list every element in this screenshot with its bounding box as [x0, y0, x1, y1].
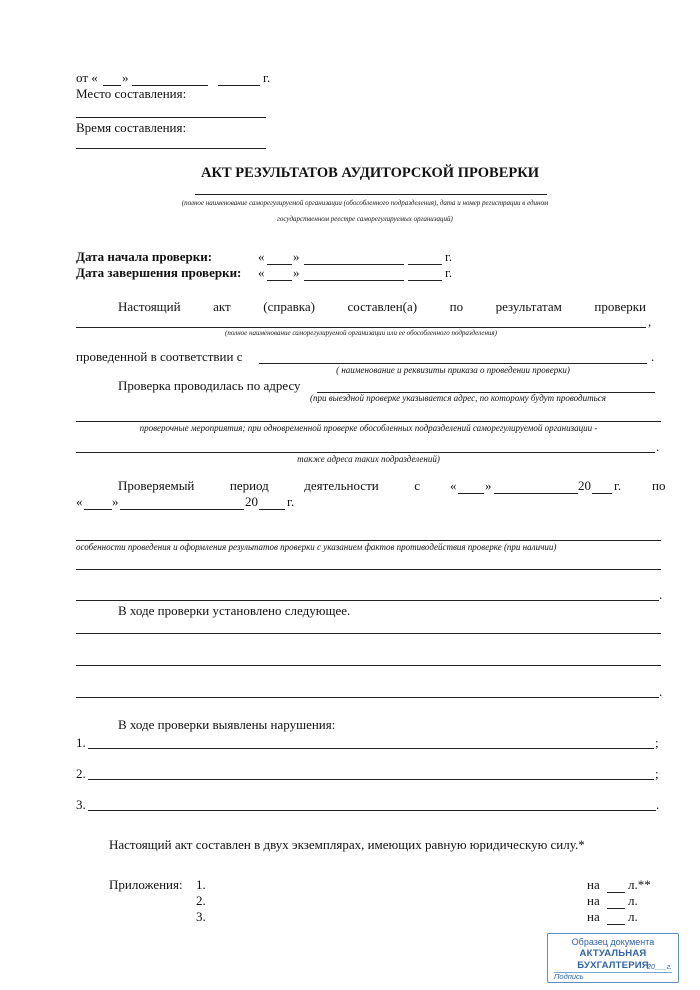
order-field[interactable] [259, 363, 647, 364]
intro-word: результатам [495, 299, 562, 314]
period-word: Проверяемый [118, 478, 195, 493]
period-po: по [652, 478, 666, 493]
violation-number: 2. [76, 766, 86, 781]
order-period: . [651, 349, 655, 364]
period-word: период [229, 478, 269, 493]
end-lquote: « [258, 265, 265, 280]
address-hint-3: также адреса таких подразделений) [297, 454, 440, 464]
period-word: деятельности [304, 478, 379, 493]
stamp-date-field: 20___г. [554, 964, 672, 973]
start-year-suffix: г. [445, 249, 453, 264]
end-rquote: » [293, 265, 300, 280]
features-field-2[interactable] [76, 569, 661, 570]
attachment-na: на [587, 909, 600, 924]
intro-word: (справка) [263, 299, 315, 314]
org-name-field[interactable] [195, 194, 547, 195]
copies-text: Настоящий акт составлен в двух экземплярах, имеющих равную юридическую силу.* [109, 837, 585, 852]
period-century: 20 [578, 478, 591, 493]
start-date-label: Дата начала проверки: [76, 249, 213, 264]
start-year-field[interactable] [408, 249, 442, 265]
start-lquote: « [258, 249, 265, 264]
attachment-number: 1. [196, 877, 206, 892]
audited-org-hint: (полное наименование саморегулируемой организации или ее обособленного подразделения) [224, 329, 497, 337]
attachment-number: 3. [196, 909, 206, 924]
period-to-month-field[interactable] [120, 494, 244, 510]
features-field[interactable] [76, 540, 661, 541]
end-date-label: Дата завершения проверки: [76, 265, 242, 280]
violations-label: В ходе проверки выявлены нарушения: [118, 717, 336, 732]
conducted-label: проведенной в соответствии с [76, 349, 243, 364]
intro-comma: , [648, 314, 652, 329]
features-period: . [659, 587, 663, 602]
violation-field-2[interactable] [88, 779, 654, 780]
attachment-sheets-field-1[interactable] [607, 877, 625, 893]
address-field-2[interactable] [76, 421, 661, 422]
date-month-field[interactable] [132, 70, 208, 86]
attachment-sheets: л. [628, 909, 638, 924]
address-field-3[interactable] [76, 452, 655, 453]
features-field-3[interactable] [76, 600, 659, 601]
attachment-na: на [587, 877, 600, 892]
end-year-suffix: г. [445, 265, 453, 280]
findings-field-2[interactable] [76, 665, 661, 666]
period-to-lquote: « [76, 494, 83, 509]
period-from-month-field[interactable] [494, 478, 578, 494]
period-to-rquote: » [112, 494, 119, 509]
org-name-hint: (полное наименование саморегулируемой организации (обособленного подразделения), дата и номер регистрации в едином [181, 199, 549, 207]
findings-field[interactable] [76, 633, 661, 634]
stamp-title: Образец документа [571, 937, 655, 947]
violation-number: 3. [76, 797, 86, 812]
violation-end: ; [655, 735, 659, 750]
address-label: Проверка проводилась по адресу [118, 378, 301, 393]
date-year-field[interactable] [218, 70, 260, 86]
date-quote: » [122, 70, 129, 85]
time-field[interactable] [76, 148, 266, 149]
intro-word: составлен(а) [347, 299, 418, 314]
intro-word: акт [213, 299, 231, 314]
address-period: . [656, 439, 660, 454]
violation-end: ; [655, 766, 659, 781]
attachment-sheets: л. [628, 893, 638, 908]
stamp-sign-label: Подпись [554, 972, 584, 981]
intro-line [118, 299, 646, 314]
violation-field-3[interactable] [88, 810, 656, 811]
period-to-day-field[interactable] [84, 494, 112, 510]
attachment-number: 2. [196, 893, 206, 908]
findings-field-3[interactable] [76, 697, 659, 698]
address-hint: (при выездной проверке указывается адрес, по которому будут проводиться [310, 393, 606, 403]
period-line [118, 478, 420, 493]
end-month-field[interactable] [304, 265, 404, 281]
features-hint: особенности проведения и оформления результатов проверки с указанием фактов противодействия проверке (при наличии) [76, 542, 557, 552]
period-to-year-field[interactable] [259, 494, 285, 510]
period-from-year-field[interactable] [592, 478, 612, 494]
violation-number: 1. [76, 735, 86, 750]
attachment-sheets: л.** [628, 877, 651, 892]
page-title: АКТ РЕЗУЛЬТАТОВ АУДИТОРСКОЙ ПРОВЕРКИ [200, 165, 540, 181]
start-month-field[interactable] [304, 249, 404, 265]
org-name-hint-2: государственном реестре саморегулируемых организаций) [277, 215, 453, 223]
violation-end: . [656, 797, 660, 812]
findings-label: В ходе проверки установлено следующее. [118, 603, 351, 618]
period-rquote: » [485, 478, 492, 493]
date-year-suffix: г. [263, 70, 271, 85]
period-from-day-field[interactable] [458, 478, 484, 494]
end-day-field[interactable] [267, 265, 292, 281]
intro-word: Настоящий [118, 299, 181, 314]
order-hint: ( наименование и реквизиты приказа о проведении проверки) [336, 365, 570, 375]
attachments-label: Приложения: [109, 877, 183, 892]
period-to-century: 20 [245, 494, 258, 509]
violation-field-1[interactable] [88, 748, 654, 749]
time-label: Время составления: [76, 120, 187, 135]
period-year-suffix: г. [614, 478, 622, 493]
period-word: с [414, 478, 420, 493]
findings-period: . [659, 684, 663, 699]
start-day-field[interactable] [267, 249, 292, 265]
audited-org-field[interactable] [76, 327, 646, 328]
attachment-sheets-field-3[interactable] [607, 909, 625, 925]
place-field[interactable] [76, 117, 266, 118]
attachment-na: на [587, 893, 600, 908]
sample-stamp [547, 933, 679, 983]
stamp-brand: АКТУАЛЬНАЯ БУХГАЛТЕРИЯ [577, 948, 649, 971]
period-to-year: г. [287, 494, 295, 509]
period-lquote: « [450, 478, 457, 493]
attachment-sheets-field-2[interactable] [607, 893, 625, 909]
date-prefix: от « [76, 70, 98, 85]
address-hint-2: проверочные мероприятия; при одновременной проверке обособленных подразделений саморегулируемой организации - [139, 423, 598, 433]
intro-word: проверки [594, 299, 646, 314]
date-day-field[interactable] [103, 70, 121, 86]
place-label: Место составления: [76, 86, 187, 101]
intro-word: по [449, 299, 464, 314]
start-rquote: » [293, 249, 300, 264]
end-year-field[interactable] [408, 265, 442, 281]
